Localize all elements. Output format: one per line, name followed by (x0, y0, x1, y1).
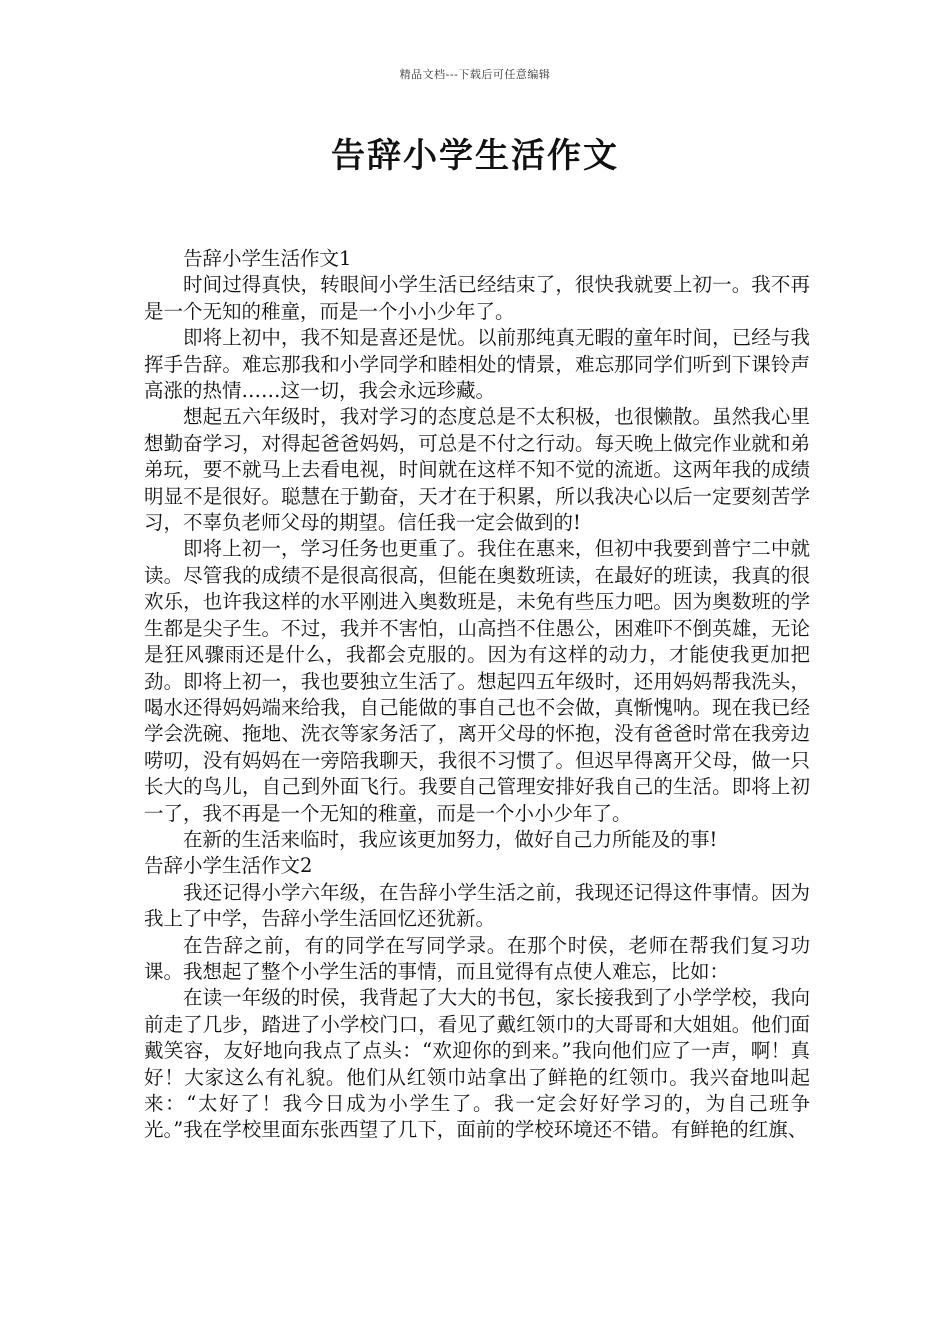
document-body (144, 246, 810, 1144)
document-title: 告辞小学生活作文 (331, 136, 619, 176)
essay2-paragraph: 在读一年级的时侯，我背起了大大的书包，家长接我到了小学学校，我向前走了几步，踏进了小学校门口，看见了戴红领巾的大哥哥和大姐姐。他们面戴笑容，友好地向我点了点头：“欢迎你的到来。”我向他们应了一声，啊！真好！大家这么有礼貌。他们从红领巾站拿出了鲜艳的红领巾。我兴奋地叫起来：“太好了！我今日成为小学生了。我一定会好好学习的，为自己班争光。”我在学校里面东张西望了几下，面前的学校环境还不错。有鲜艳的红旗、 (144, 986, 810, 1142)
header-note: 精品文档---下载后可任意编辑 (399, 68, 551, 81)
essay1-paragraph: 即将上初一，学习任务也更重了。我住在惠来，但初中我要到普宁二中就读。尽管我的成绩不是很高很高，但能在奥数班读，在最好的班读，我真的很欢乐，也许我这样的水平刚进入奥数班是，未免有些压力吧。因为奥数班的学生都是尖子生。不过，我并不害怕，山高挡不住愚公，困难吓不倒英雄，无论是狂风骤雨还是什么，我都会克服的。因为有这样的动力，才能使我更加把劲。即将上初一，我也要独立生活了。想起四五年级时，还用妈妈帮我洗头，喝水还得妈妈端来给我，自己能做的事自己也不会做，真惭愧呐。现在我已经学会洗碗、拖地、洗衣等家务活了，离开父母的怀抱，没有爸爸时常在我旁边唠叨，没有妈妈在一旁陪我聊天，我很不习惯了。但迟早得离开父母，做一只长大的鸟儿，自己到外面飞行。我要自己管理安排好我自己的生活。即将上初一了，我不再是一个无知的稚童，而是一个小小少年了。 (144, 537, 810, 825)
essay2-heading: 告辞小学生活作文2 (144, 854, 313, 878)
essay1-paragraph: 在新的生活来临时，我应该更加努力，做好自己力所能及的事! (183, 827, 718, 851)
essay1-paragraph: 想起五六年级时，我对学习的态度总是不太积极，也很懒散。虽然我心里想勤奋学习，对得起爸爸妈妈，可总是不付之行动。每天晚上做完作业就和弟弟玩，要不就马上去看电视，时间就在这样不知不觉的流逝。这两年我的成绩明显不是很好。聪慧在于勤奋，天才在于积累，所以我决心以后一定要刻苦学习，不辜负老师父母的期望。信任我一定会做到的! (144, 405, 810, 535)
essay2-paragraph: 在告辞之前，有的同学在写同学录。在那个时侯，老师在帮我们复习功课。我想起了整个小学生活的事情，而且觉得有点使人难忘，比如： (144, 933, 810, 983)
essay1-paragraph: 时间过得真快，转眼间小学生活已经结束了，很快我就要上初一。我不再是一个无知的稚童，而是一个小小少年了。 (144, 273, 810, 323)
essay1-heading: 告辞小学生活作文1 (183, 247, 352, 270)
essay1-paragraph: 即将上初中，我不知是喜还是忧。以前那纯真无暇的童年时间，已经与我挥手告辞。难忘那我和小学同学和睦相处的情景，难忘那同学们听到下课铃声高涨的热情……这一切，我会永远珍藏。 (144, 326, 810, 403)
essay2-paragraph: 我还记得小学六年级，在告辞小学生活之前，我现还记得这件事情。因为我上了中学，告辞小学生活回忆还犹新。 (144, 880, 810, 931)
